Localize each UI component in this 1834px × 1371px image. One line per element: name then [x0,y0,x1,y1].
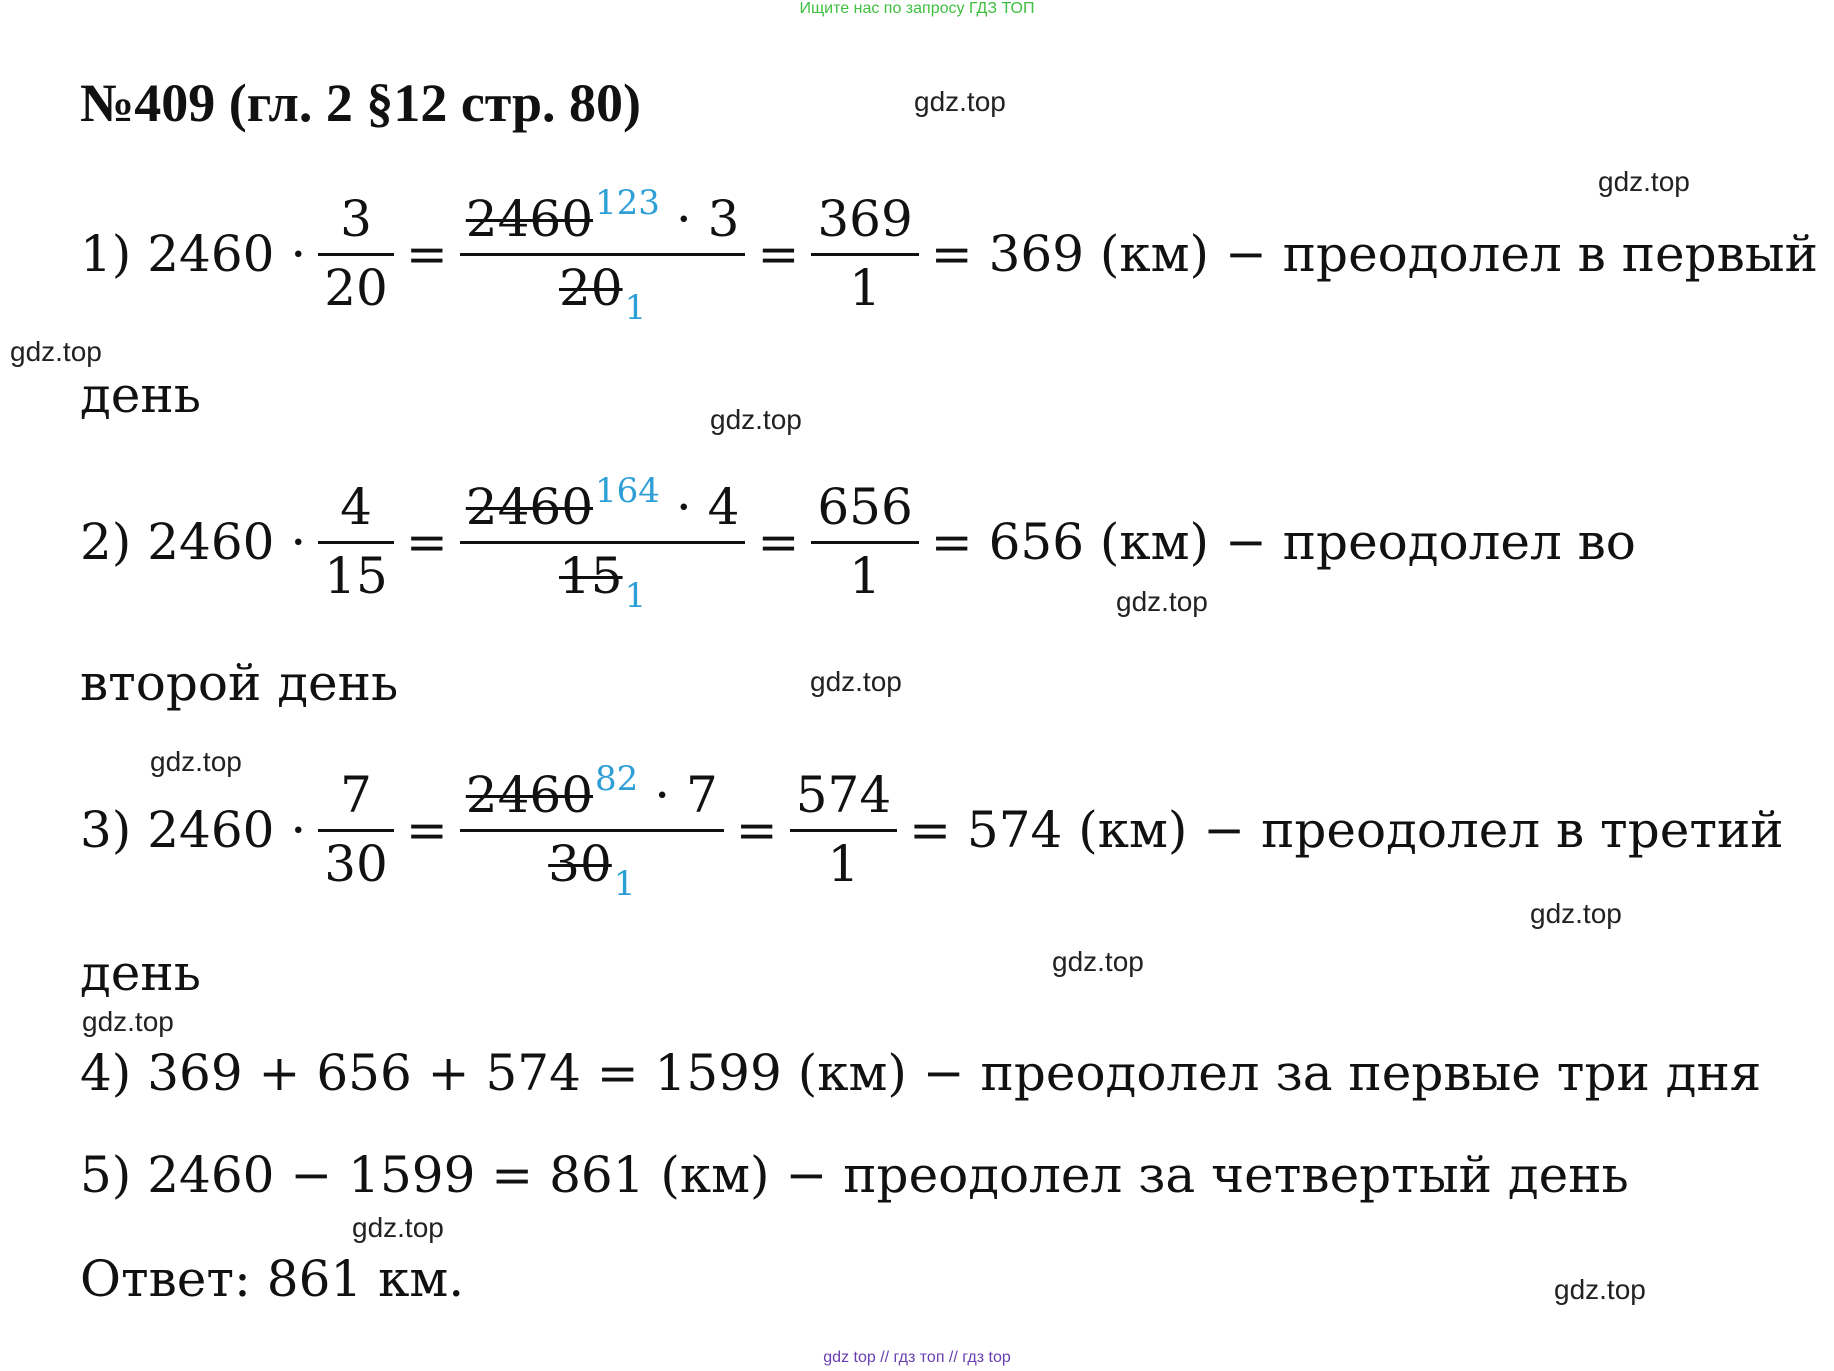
fraction-numerator [460,471,746,537]
footer-links: gdz top // гдз топ // гдз top [823,1349,1011,1366]
fraction-bar [460,829,724,832]
watermark: gdz.top [82,1006,174,1037]
step-2-prefix: 2) 2460 · [80,513,307,571]
fraction-denominator: 1 [849,258,881,317]
fraction-numerator: 369 [817,190,913,248]
fraction-numerator: 7 [340,766,372,824]
watermark: gdz.top [352,1212,444,1243]
fraction-bar [318,253,394,256]
fraction-denominator [542,834,641,904]
step-1-fraction-2 [460,183,746,328]
crossed-number: 30 [548,834,612,893]
fraction-numerator: 656 [817,478,913,536]
watermark: gdz.top [810,666,902,697]
reduced-value: 123 [595,183,660,223]
fraction-bar [460,253,746,256]
watermark: gdz.top [710,404,802,435]
fraction-denominator: 20 [324,258,388,317]
reduced-value: 1 [624,575,647,616]
step-2-fraction-2 [460,471,746,616]
watermark: gdz.top [1530,898,1622,929]
equals-sign: = [735,801,778,859]
search-banner: Ищите нас по запросу ГДЗ ТОП [799,0,1035,17]
watermark: gdz.top [10,336,102,367]
fraction-denominator [553,258,652,328]
reduced-value: 1 [613,863,636,904]
step-3-continuation: день [80,944,201,1002]
equals-sign: = [405,801,448,859]
crossed-number: 2460 [465,478,594,536]
step-4: 4) 369 + 656 + 574 = 1599 (км) − преодолел за первые три дня [80,1044,1762,1102]
equals-sign: = [405,513,448,571]
equals-sign: = [405,225,448,283]
step-1-equation [80,174,1818,334]
step-1-fraction-3 [811,191,918,317]
step-3-prefix: 3) 2460 · [80,801,307,859]
crossed-number: 2460 [465,766,594,824]
step-2-fraction-1 [318,479,394,605]
fraction-numerator [460,183,746,249]
step-2-result: = 656 (км) − преодолел во [930,513,1636,571]
problem-title: №409 (гл. 2 §12 стр. 80) [80,73,641,133]
fraction-bar [318,541,394,544]
crossed-number: 2460 [465,190,594,248]
fraction-bar [790,829,897,832]
watermark: gdz.top [1052,946,1144,977]
reduced-value: 82 [595,759,639,799]
multiplier: · 3 [659,190,740,248]
multiplier: · 7 [638,766,718,824]
step-2-fraction-3 [811,479,918,605]
crossed-number: 15 [558,546,623,605]
fraction-denominator [553,546,652,616]
fraction-denominator: 1 [849,546,881,605]
answer: Ответ: 861 км. [80,1250,465,1308]
crossed-number: 20 [558,258,623,317]
step-3-fraction-3 [790,767,897,893]
fraction-bar [811,253,918,256]
fraction-denominator: 1 [827,834,860,893]
step-1-continuation: день [80,366,201,424]
fraction-denominator: 30 [324,834,388,893]
fraction-denominator: 15 [324,546,388,605]
equals-sign: = [757,513,800,571]
step-1-result: = 369 (км) − преодолел в первый [930,225,1818,283]
equals-sign: = [757,225,800,283]
fraction-numerator: 4 [340,478,372,536]
step-3-fraction-2 [460,759,724,904]
multiplier: · 4 [659,478,740,536]
step-5: 5) 2460 − 1599 = 861 (км) − преодолел за четвертый день [80,1146,1629,1204]
watermark: gdz.top [1598,166,1690,197]
fraction-bar [318,829,394,832]
fraction-bar [460,541,746,544]
step-2-equation [80,462,1636,622]
step-1-fraction-1 [318,191,394,317]
reduced-value: 164 [595,471,660,511]
watermark: gdz.top [1554,1274,1646,1305]
watermark: gdz.top [150,746,242,777]
fraction-bar [811,541,918,544]
fraction-numerator: 3 [340,190,372,248]
step-1-prefix: 1) 2460 · [80,225,307,283]
step-3-equation [80,750,1784,910]
watermark: gdz.top [914,86,1006,117]
step-3-fraction-1 [318,767,394,893]
step-3-result: = 574 (км) − преодолел в третий [909,801,1784,859]
watermark: gdz.top [1116,586,1208,617]
fraction-numerator [460,759,724,825]
step-2-continuation: второй день [80,654,399,712]
reduced-value: 1 [624,287,647,328]
fraction-numerator: 574 [795,766,892,824]
